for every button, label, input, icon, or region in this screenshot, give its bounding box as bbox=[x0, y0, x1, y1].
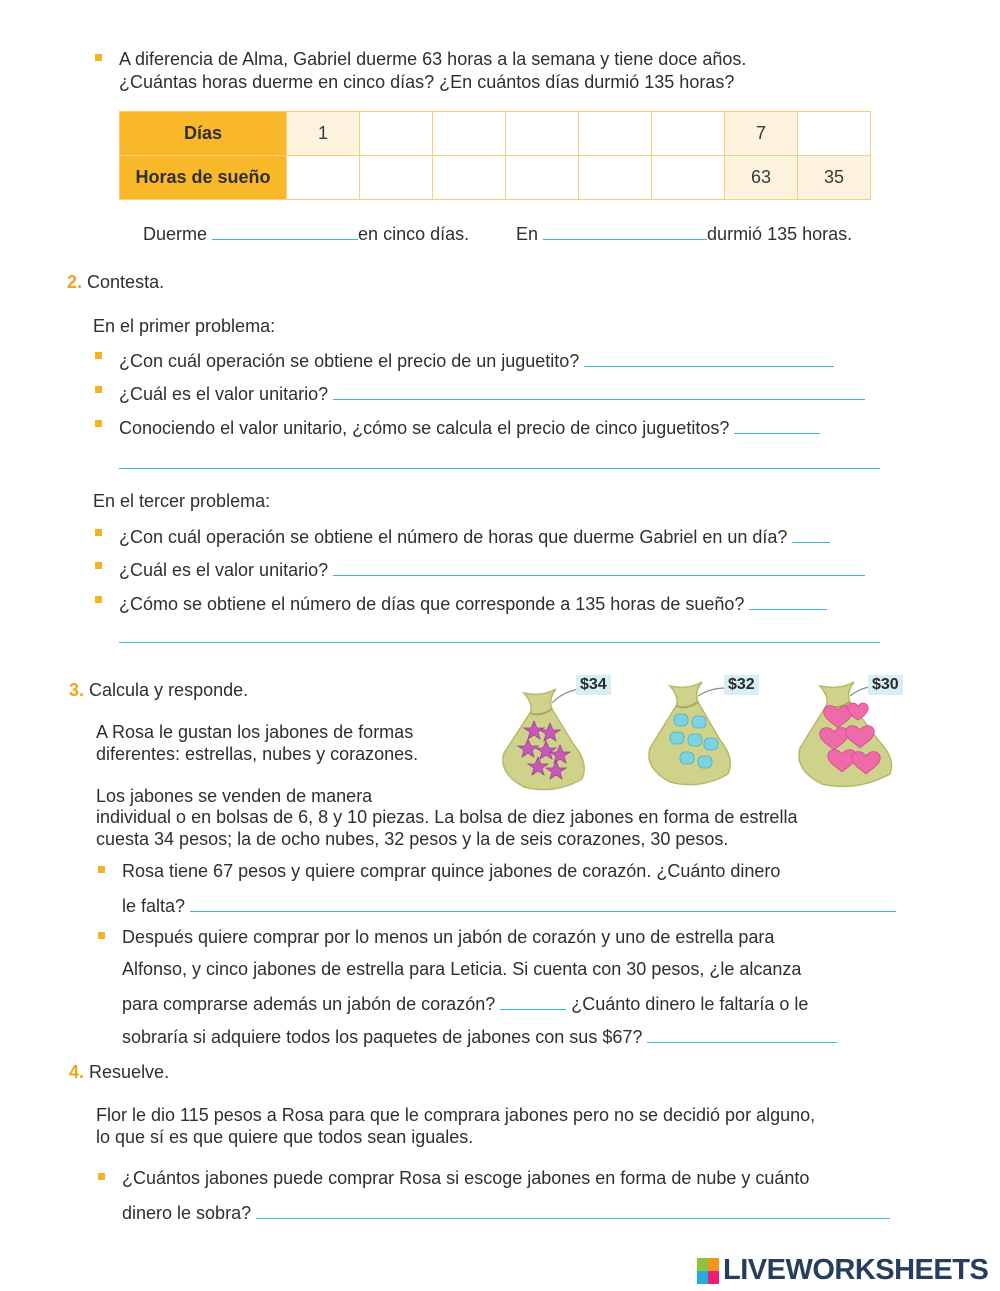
question-row bbox=[122, 1024, 837, 1048]
question-row bbox=[119, 591, 827, 615]
answer-input[interactable] bbox=[119, 468, 880, 469]
question-text: Después quiere comprar por lo menos un jabón de corazón y uno de estrella para bbox=[122, 927, 775, 947]
section-title: Calcula y responde. bbox=[89, 680, 249, 700]
liveworksheets-logo[interactable] bbox=[697, 1254, 988, 1287]
question-text: le falta? bbox=[122, 896, 186, 916]
table-cell[interactable] bbox=[287, 156, 360, 200]
logo-square bbox=[697, 1258, 708, 1271]
paragraph-text: diferentes: estrellas, nubes y corazones. bbox=[96, 744, 419, 764]
question-text: Alfonso, y cinco jabones de estrella para Leticia. Si cuenta con 30 pesos, ¿le alcanza bbox=[122, 959, 802, 979]
section-intro: En el primer problema: bbox=[93, 316, 276, 336]
table-cell[interactable] bbox=[579, 156, 652, 200]
bullet-icon bbox=[98, 932, 105, 939]
section-intro: En el tercer problema: bbox=[93, 491, 271, 511]
answer-input[interactable] bbox=[333, 557, 865, 576]
question-text: ¿Cuántos jabones puede comprar Rosa si escoge jabones en forma de nube y cuánto bbox=[122, 1168, 810, 1188]
paragraph-text: A Rosa le gustan los jabones de formas bbox=[96, 722, 414, 742]
bullet-icon bbox=[95, 529, 102, 536]
question-row bbox=[122, 991, 808, 1015]
logo-square bbox=[697, 1271, 708, 1284]
logo-square bbox=[708, 1258, 719, 1271]
bullet-icon bbox=[95, 352, 102, 359]
table-cell[interactable] bbox=[360, 112, 433, 156]
table-cell[interactable] bbox=[652, 112, 725, 156]
table-cell[interactable] bbox=[579, 112, 652, 156]
answer-input[interactable] bbox=[500, 991, 566, 1010]
question-row bbox=[119, 557, 865, 581]
bullet-icon bbox=[95, 386, 102, 393]
question-row bbox=[119, 415, 820, 439]
table-cell[interactable] bbox=[433, 156, 506, 200]
bullet-icon bbox=[95, 562, 102, 569]
table-cell[interactable] bbox=[506, 156, 579, 200]
price-label-hearts: $30 bbox=[868, 675, 903, 695]
question-row bbox=[122, 893, 896, 917]
problem-text: A diferencia de Alma, Gabriel duerme 63 horas a la semana y tiene doce años. bbox=[119, 49, 747, 69]
section-number: 2. bbox=[67, 272, 83, 292]
question-text: sobraría si adquiere todos los paquetes de jabones con sus $67? bbox=[122, 1027, 643, 1047]
logo-text: LIVEWORKSHEETS bbox=[723, 1254, 989, 1286]
section-title: Contesta. bbox=[87, 272, 165, 292]
bullet-icon bbox=[95, 54, 102, 61]
question-text: ¿Cuál es el valor unitario? bbox=[119, 384, 329, 404]
table-cell[interactable] bbox=[360, 156, 433, 200]
answer-input[interactable] bbox=[734, 415, 820, 434]
paragraph-text: individual o en bolsas de 6, 8 y 10 piezas. La bolsa de diez jabones en forma de estrella bbox=[96, 807, 798, 827]
bullet-icon bbox=[95, 596, 102, 603]
question-text: ¿Con cuál operación se obtiene el precio de un juguetito? bbox=[119, 351, 580, 371]
table-row bbox=[120, 156, 871, 200]
table-cell[interactable]: 7 bbox=[725, 112, 798, 156]
paragraph-text: cuesta 34 pesos; la de ocho nubes, 32 pesos y la de seis corazones, 30 pesos. bbox=[96, 829, 729, 849]
section-number: 4. bbox=[69, 1062, 85, 1082]
question-row bbox=[119, 348, 834, 372]
question-row bbox=[119, 381, 865, 405]
sleep-table bbox=[119, 111, 871, 200]
logo-icon bbox=[697, 1258, 719, 1284]
price-label-stars: $34 bbox=[576, 675, 611, 695]
answer-label: en cinco días. bbox=[358, 224, 470, 244]
answer-input[interactable] bbox=[212, 221, 358, 240]
answer-input[interactable] bbox=[749, 591, 827, 610]
table-cell[interactable]: 35 bbox=[798, 156, 871, 200]
section-heading bbox=[69, 1061, 169, 1083]
section-number: 3. bbox=[69, 680, 85, 700]
paragraph-text: Flor le dio 115 pesos a Rosa para que le comprara jabones pero no se decidió por alguno, bbox=[96, 1105, 816, 1125]
paragraph-text: Los jabones se venden de manera bbox=[96, 786, 373, 806]
question-text: ¿Con cuál operación se obtiene el número de horas que duerme Gabriel en un día? bbox=[119, 527, 788, 547]
section-heading bbox=[69, 679, 248, 701]
answer-input[interactable] bbox=[333, 381, 865, 400]
table-cell[interactable]: 1 bbox=[287, 112, 360, 156]
answer-input[interactable] bbox=[792, 524, 830, 543]
table-cell[interactable]: 63 bbox=[725, 156, 798, 200]
table-cell[interactable] bbox=[506, 112, 579, 156]
question-text: para comprarse además un jabón de corazón? bbox=[122, 994, 496, 1014]
question-text: ¿Cuánto dinero le faltaría o le bbox=[571, 994, 809, 1014]
table-header-days: Días bbox=[120, 112, 287, 156]
question-text: ¿Cómo se obtiene el número de días que corresponde a 135 horas de sueño? bbox=[119, 594, 745, 614]
paragraph-text: lo que sí es que quiere que todos sean iguales. bbox=[96, 1127, 474, 1147]
problem-text: ¿Cuántas horas duerme en cinco días? ¿En cuántos días durmió 135 horas? bbox=[119, 72, 735, 92]
table-cell[interactable] bbox=[433, 112, 506, 156]
question-text: dinero le sobra? bbox=[122, 1203, 252, 1223]
question-text: Rosa tiene 67 pesos y quiere comprar quince jabones de corazón. ¿Cuánto dinero bbox=[122, 861, 781, 881]
table-cell[interactable] bbox=[798, 112, 871, 156]
question-row bbox=[119, 524, 830, 548]
question-row bbox=[122, 1200, 890, 1224]
answer-row bbox=[516, 221, 852, 245]
question-text: ¿Cuál es el valor unitario? bbox=[119, 560, 329, 580]
section-heading bbox=[67, 271, 164, 293]
answer-label: Duerme bbox=[143, 224, 208, 244]
answer-input[interactable] bbox=[256, 1200, 890, 1219]
answer-input[interactable] bbox=[190, 893, 896, 912]
answer-input[interactable] bbox=[647, 1024, 837, 1043]
table-cell[interactable] bbox=[652, 156, 725, 200]
answer-label: durmió 135 horas. bbox=[707, 224, 853, 244]
answer-input[interactable] bbox=[119, 642, 880, 643]
question-text: Conociendo el valor unitario, ¿cómo se calcula el precio de cinco juguetitos? bbox=[119, 418, 730, 438]
price-label-clouds: $32 bbox=[724, 675, 759, 695]
bullet-icon bbox=[98, 866, 105, 873]
answer-label: En bbox=[516, 224, 539, 244]
star-soap-bag-image bbox=[494, 683, 594, 793]
table-header-hours: Horas de sueño bbox=[120, 156, 287, 200]
table-row bbox=[120, 112, 871, 156]
section-title: Resuelve. bbox=[89, 1062, 170, 1082]
bullet-icon bbox=[95, 420, 102, 427]
answer-input[interactable] bbox=[543, 221, 707, 240]
answer-row bbox=[143, 221, 469, 245]
logo-square bbox=[708, 1271, 719, 1284]
answer-input[interactable] bbox=[584, 348, 834, 367]
bullet-icon bbox=[98, 1173, 105, 1180]
